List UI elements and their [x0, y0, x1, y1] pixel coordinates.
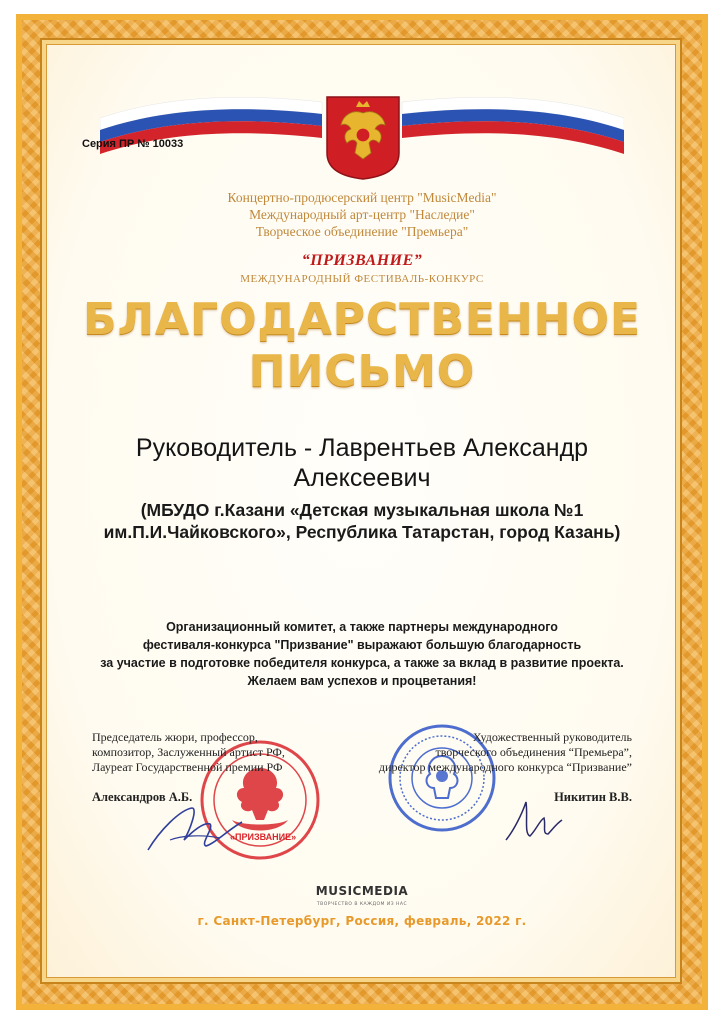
footer-place-date: г. Санкт-Петербург, Россия, февраль, 2022 г.: [197, 914, 527, 928]
left-signatory-line-2: композитор, Заслуженный артист РФ,: [92, 745, 285, 759]
left-signatory-name: Александров А.Б.: [92, 790, 193, 804]
festival-subtitle: МЕЖДУНАРОДНЫЙ ФЕСТИВАЛЬ-КОНКУРС: [240, 273, 484, 285]
coat-of-arms-icon: [325, 95, 401, 181]
body-text-line-2: фестиваля-конкурса "Призвание" выражают большую благодарность: [142, 638, 582, 652]
organizer-line-3: Творческое объединение "Премьера": [255, 224, 469, 239]
recipient-name-line-2: Алексеевич: [293, 464, 431, 492]
right-signatory-line-1: Художественный руководитель: [472, 730, 632, 744]
right-signatory-line-3: директор международного конкурса “Призвание”: [378, 760, 632, 774]
left-signatory-line-1: Председатель жюри, профессор,: [92, 730, 258, 744]
left-signatory-title: [92, 730, 285, 775]
organizer-line-1: Концертно-продюсерский центр "MusicMedia": [227, 190, 497, 205]
recipient-institution-line-1: (МБУДО г.Казани «Детская музыкальная школа №1: [140, 500, 584, 520]
body-text-line-1: Организационный комитет, а также партнеры международного: [166, 620, 558, 634]
body-text-line-4: Желаем вам успехов и процветания!: [247, 674, 477, 688]
right-handwritten-signature: [500, 790, 570, 850]
right-signatory-title: [379, 730, 632, 775]
series-number: Серия ПР № 10033: [82, 138, 184, 150]
recipient-institution-line-2: им.П.И.Чайковского», Республика Татарстан, город Казань): [103, 522, 621, 542]
left-signatory-line-3: Лауреат Государственной премии РФ: [92, 760, 283, 774]
certificate-title-line-2: ПИСЬМО: [248, 346, 476, 397]
recipient-name-line-1: Руководитель - Лаврентьев Александр: [135, 434, 589, 462]
festival-name: “ПРИЗВАНИЕ”: [301, 252, 423, 269]
musicmedia-logo: MUSICMEDIA: [315, 884, 409, 898]
left-handwritten-signature: [140, 800, 250, 860]
right-signatory-name: Никитин В.В.: [554, 790, 632, 804]
musicmedia-tagline: ТВОРЧЕСТВО В КАЖДОМ ИЗ НАС: [316, 902, 408, 907]
right-signatory-line-2: творческого объединения “Премьера”,: [435, 745, 632, 759]
body-text-line-3: за участие в подготовке победителя конкурса, а также за вклад в развитие проекта.: [100, 656, 624, 670]
organizer-line-2: Международный арт-центр "Наследие": [249, 207, 475, 222]
certificate-title-line-1: БЛАГОДАРСТВЕННОЕ: [82, 294, 642, 345]
red-stamp-text: «ПРИЗВАНИЕ»: [230, 832, 297, 842]
